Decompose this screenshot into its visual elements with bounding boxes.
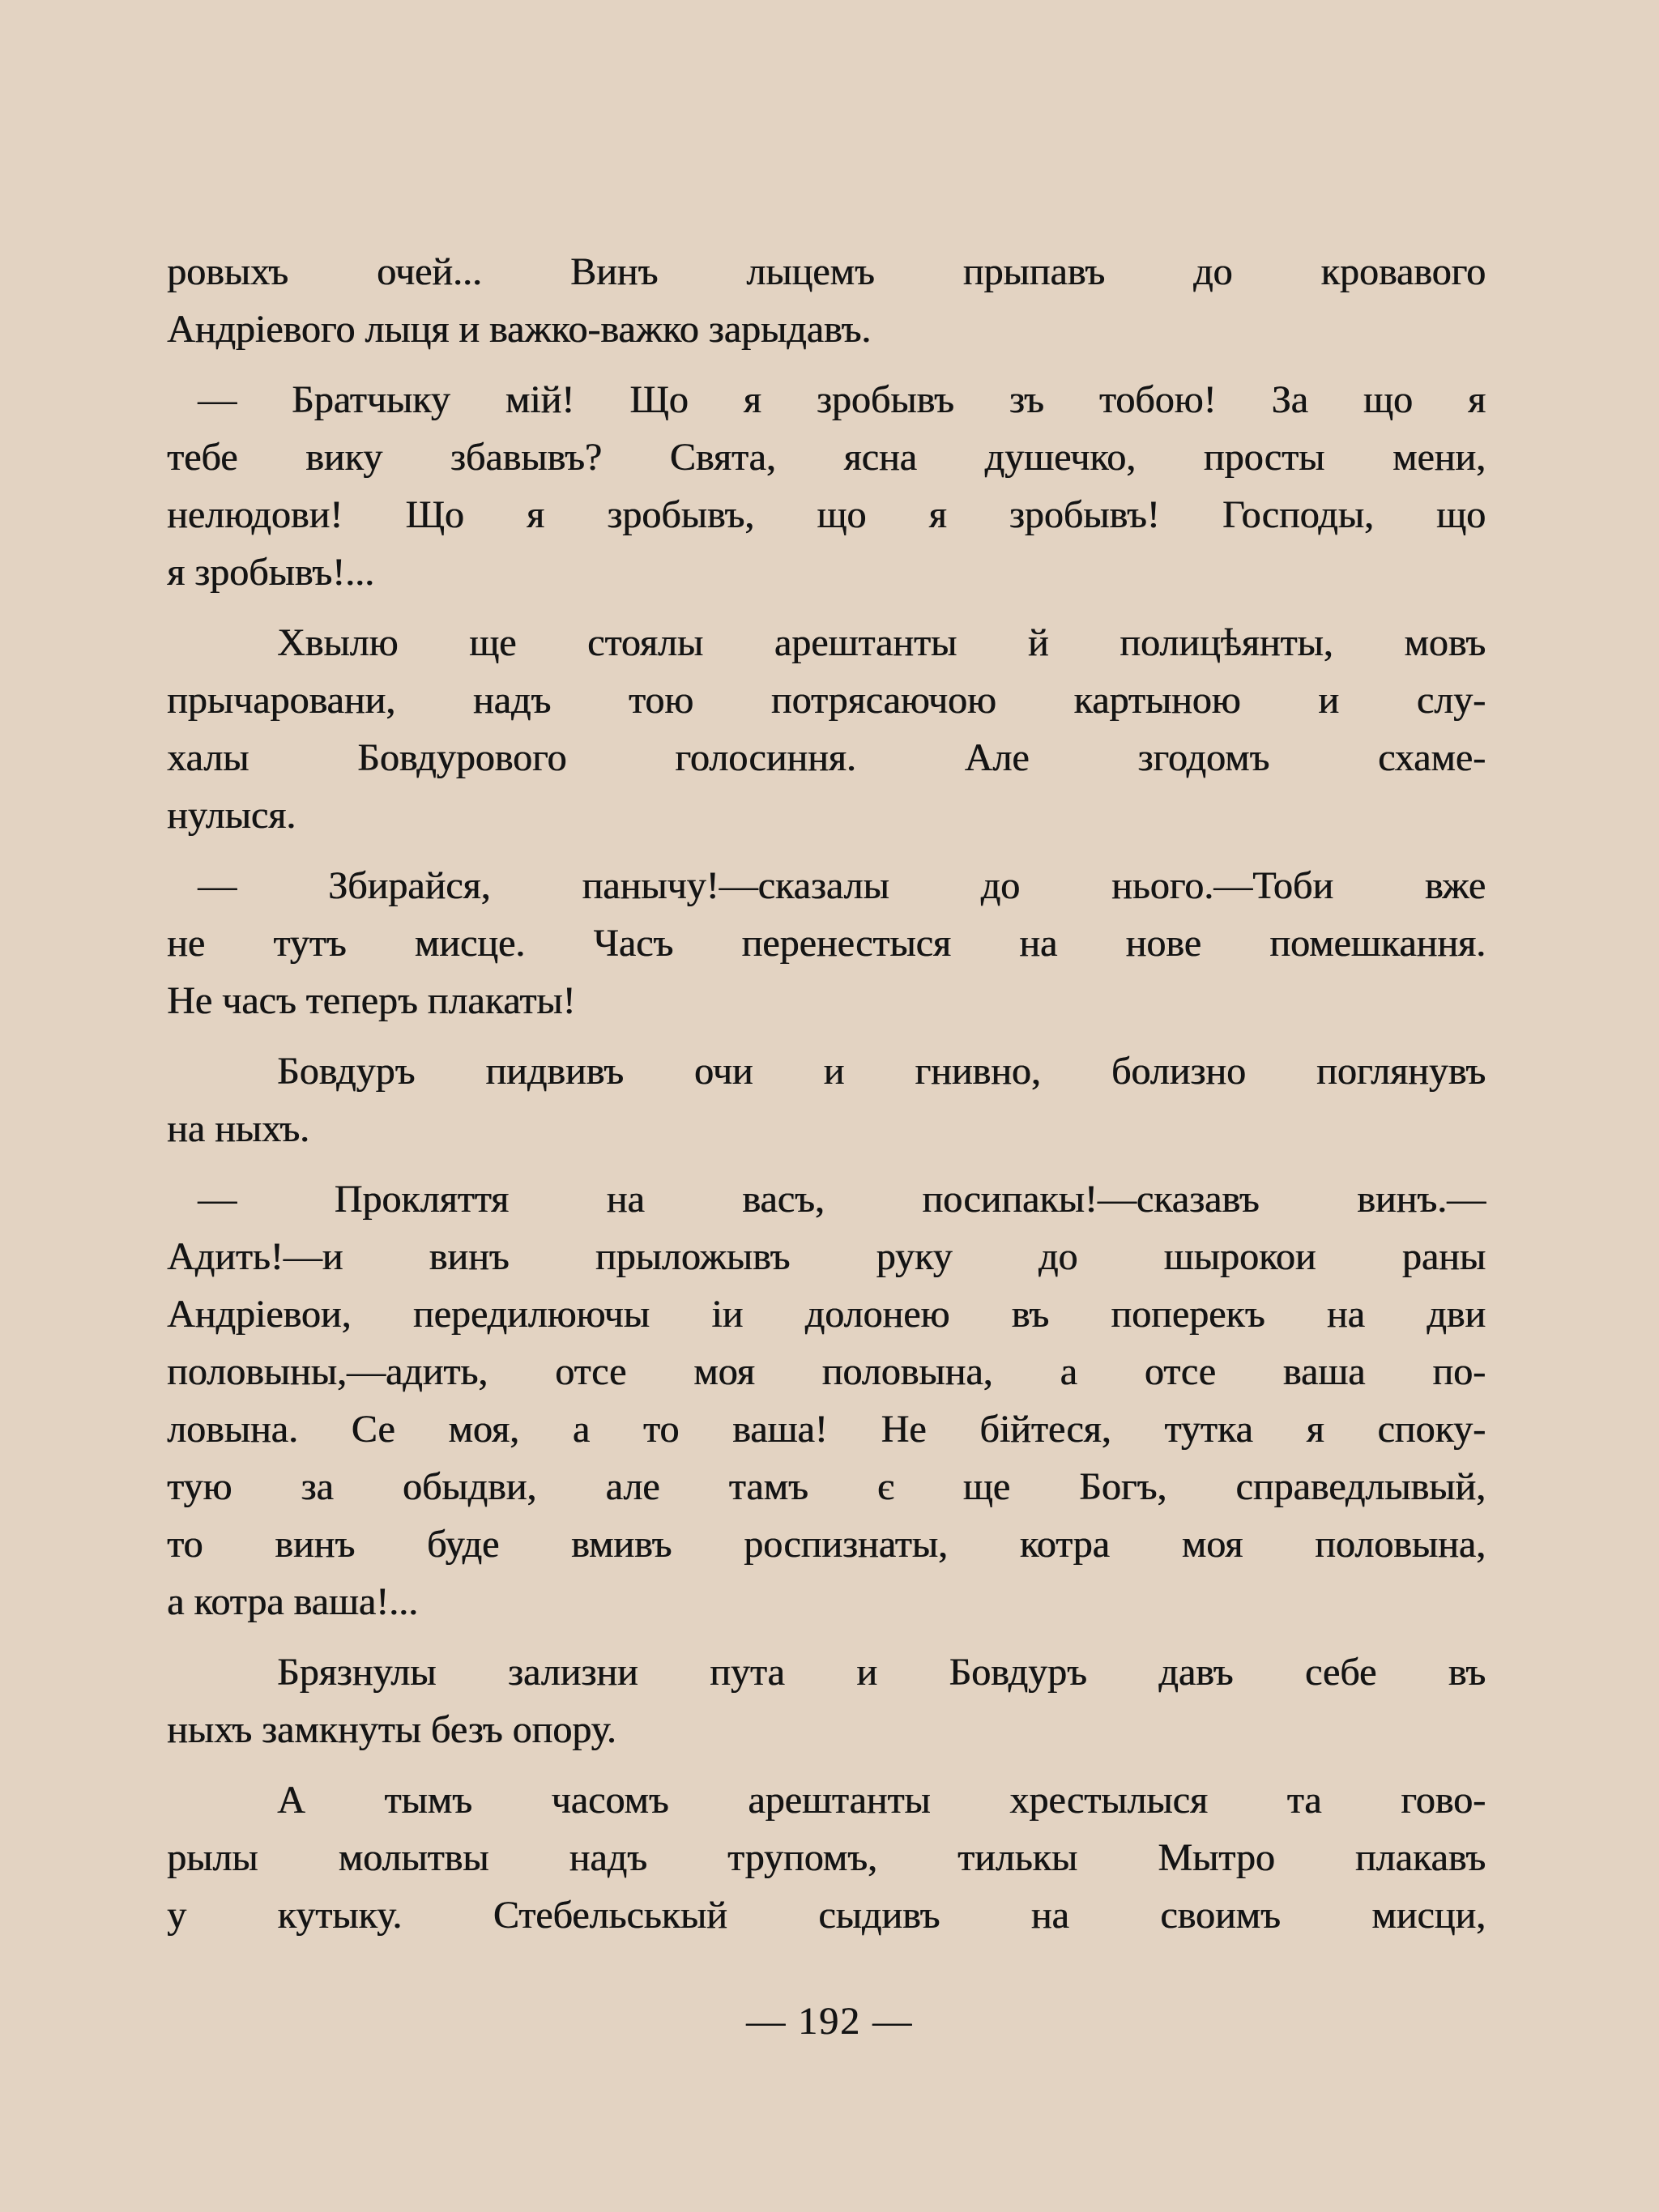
text-line: не тутъ мисце. Часъ перенестыся на нове помешкання. (167, 922, 1486, 965)
text-line: тебе вику збавывъ? Свята, ясна душечко, просты мени, (167, 436, 1486, 479)
paragraph-gap (167, 844, 1486, 857)
text-line: Андріевои, передилюючы іи долонею въ поперекъ на дви (167, 1293, 1486, 1336)
text-line: рылы молытвы надъ трупомъ, тилькы Мытро плакавъ (167, 1836, 1486, 1879)
text-line: Бовдуръ пидвивъ очи и гнивно, болизно поглянувъ (277, 1050, 1486, 1093)
paragraph (167, 1771, 1486, 1944)
text-line: у кутыку. Стебельськый сыдивъ на своимъ мисци, (167, 1894, 1486, 1937)
text-line: я зробывъ!... (167, 551, 374, 594)
text-line: — Прокляття на васъ, посипакы!—сказавъ винъ.— (198, 1178, 1486, 1221)
text-line: Хвылю ще стоялы арештанты й полицѣянты, мовъ (277, 621, 1486, 664)
paragraph (167, 857, 1486, 1029)
text-line: Адить!—и винъ прыложывъ руку до шырокои раны (167, 1235, 1486, 1278)
paragraph (167, 1042, 1486, 1157)
text-line: а котра ваша!... (167, 1580, 419, 1623)
text-line: тую за обыдви, але тамъ є ще Богъ, справедлывый, (167, 1465, 1486, 1508)
text-line: ловына. Се моя, а то ваша! Не бійтеся, тутка я споку- (167, 1408, 1486, 1451)
text-line: — Братчыку мій! Що я зробывъ зъ тобою! За що я (198, 378, 1486, 421)
paragraph (167, 1643, 1486, 1758)
text-line: половыны,—адить, отсе моя половына, а отсе ваша по- (167, 1350, 1486, 1393)
paragraph-gap (167, 358, 1486, 371)
paragraph-gap (167, 1758, 1486, 1771)
page-text (167, 243, 1486, 1944)
text-line: ныхъ замкнуты безъ опору. (167, 1708, 616, 1751)
paragraph (167, 371, 1486, 601)
paragraph-gap (167, 1029, 1486, 1042)
paragraph (167, 243, 1486, 358)
text-line: прычаровани, надъ тою потрясаючою картыною и слу- (167, 679, 1486, 722)
text-line: на ныхъ. (167, 1107, 309, 1150)
page-number: — 192 — (746, 2000, 913, 2043)
text-line: Андріевого лыця и важко-важко зарыдавъ. (167, 308, 872, 351)
text-line: — Збирайся, панычу!—сказалы до нього.—Тоби вже (198, 864, 1486, 907)
text-line: то винъ буде вмивъ роспизнаты, котра моя половына, (167, 1523, 1486, 1566)
paragraph (167, 1170, 1486, 1630)
text-line: Не часъ теперъ плакаты! (167, 979, 576, 1022)
text-line: А тымъ часомъ арештанты хрестылыся та гово- (277, 1779, 1486, 1822)
text-line: нулыся. (167, 794, 296, 837)
text-line: халы Бовдурового голосиння. Але згодомъ схаме- (167, 736, 1486, 779)
text-line: ровыхъ очей... Винъ лыцемъ прыпавъ до кровавого (167, 250, 1486, 293)
paragraph (167, 614, 1486, 844)
paragraph-gap (167, 601, 1486, 614)
paragraph-gap (167, 1157, 1486, 1170)
paragraph-gap (167, 1630, 1486, 1643)
text-line: Брязнулы зализни пута и Бовдуръ давъ себе въ (277, 1651, 1486, 1694)
text-line: нелюдови! Що я зробывъ, що я зробывъ! Господы, що (167, 493, 1486, 536)
